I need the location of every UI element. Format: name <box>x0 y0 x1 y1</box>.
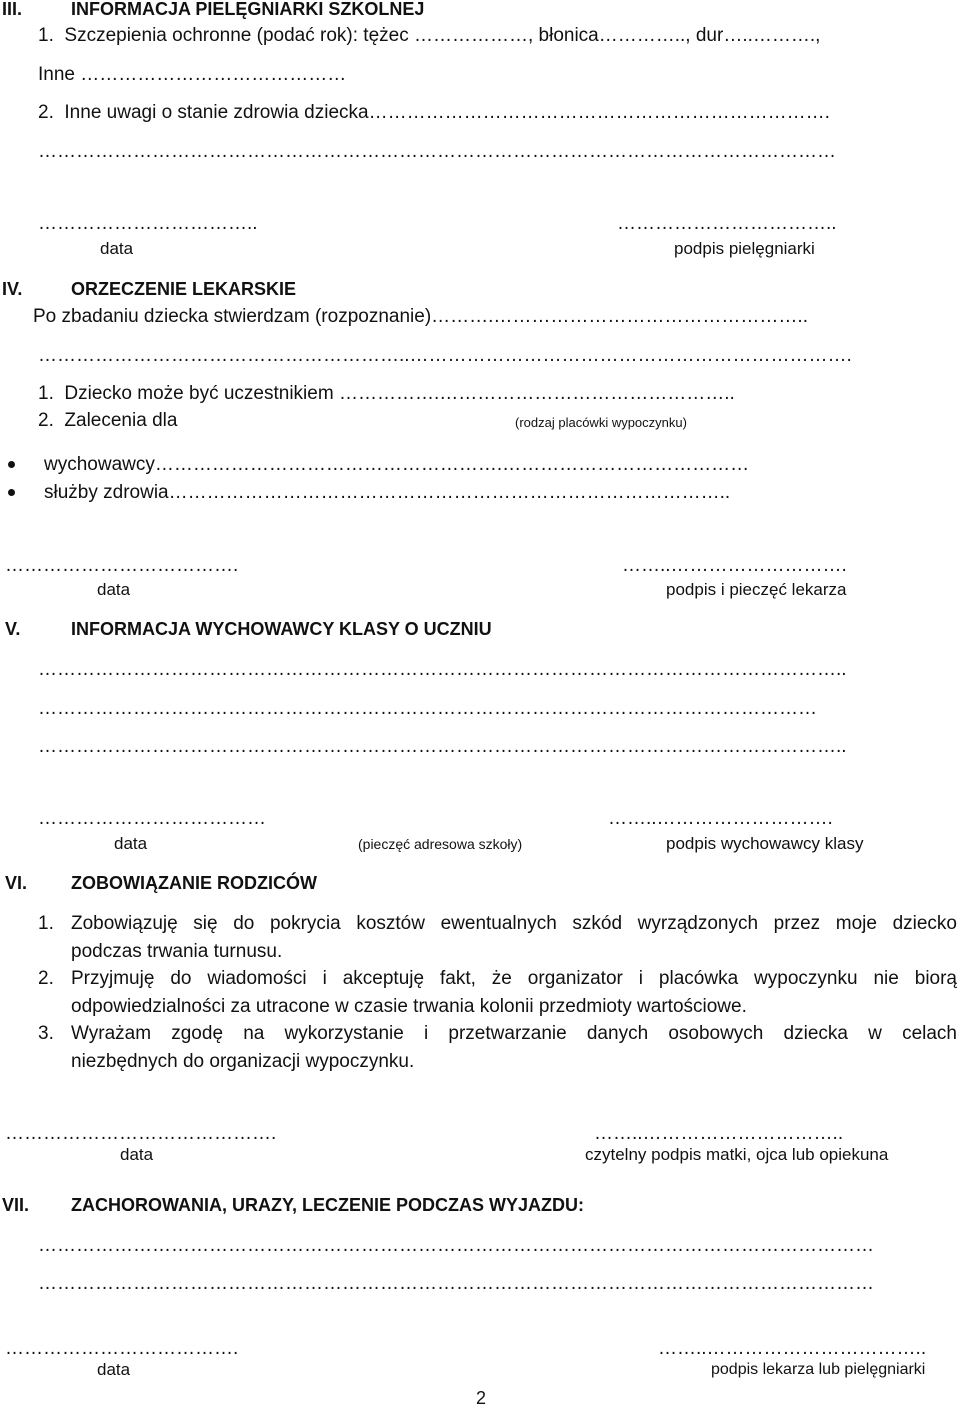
health-remarks-continuation: ……………………………………………………………………………………………………………… <box>38 141 836 162</box>
medic-date-dots: ………………………………. <box>5 1338 239 1359</box>
page-number: 2 <box>476 1388 487 1408</box>
teacher-date-dots: ……………………………… <box>38 808 266 829</box>
nurse-date-dots: …………………………….. <box>38 213 258 234</box>
obligation-2-text-cont: odpowiedzialności za utracone w czasie trwania kolonii przedmioty wartościowe. <box>71 996 747 1017</box>
teacher-signature-dots: ……..………………………. <box>608 808 833 829</box>
parent-signature-dots: ……..………………………….. <box>594 1123 844 1144</box>
bullet-icon <box>8 461 15 468</box>
doctor-signature-label: podpis i pieczęć lekarza <box>666 580 847 599</box>
section-6-number: VI. <box>5 873 28 893</box>
parent-date-label: data <box>120 1145 154 1164</box>
teacher-info-line-3: ……………………………………………………………………………………………………………….. <box>38 736 847 757</box>
bullet-icon <box>8 489 15 496</box>
vaccination-other-line: Inne …………………………………… <box>38 64 347 85</box>
school-stamp-label: (pieczęć adresowa szkoły) <box>358 836 523 852</box>
obligation-3-text: Wyrażam zgodę na wykorzystanie i przetwarzanie danych osobowych dziecka w celach <box>71 1023 957 1044</box>
recommendations-label: 2. Zalecenia dla <box>38 410 178 431</box>
section-6-title: ZOBOWIĄZANIE RODZICÓW <box>71 873 317 893</box>
medic-date-label: data <box>97 1360 131 1379</box>
diagnosis-continuation: …………………………………………………..……………………………………………………………. <box>38 345 852 366</box>
diagnosis-line: Po zbadaniu dziecka stwierdzam (rozpoznanie)……….………………………………………….. <box>33 306 808 327</box>
obligation-1-number: 1. <box>38 913 54 934</box>
parent-signature-label: czytelny podpis matki, ojca lub opiekuna <box>585 1145 889 1164</box>
doctor-signature-dots: ……..………………………. <box>622 555 847 576</box>
obligation-2-text: Przyjmuję do wiadomości i akceptuję fakt, że organizator i placówka wypoczynku nie biorą <box>71 968 957 989</box>
participant-line: 1. Dziecko może być uczestnikiem …………….……………………………………….. <box>38 383 735 404</box>
section-7-title: ZACHOROWANIA, URAZY, LECZENIE PODCZAS WYJAZDU: <box>71 1195 584 1215</box>
teacher-date-label: data <box>114 834 148 853</box>
teacher-info-line-1: ……………………………………………………………………………………………………………….. <box>38 659 847 680</box>
medic-signature-dots: ……..…………………………….. <box>658 1338 927 1359</box>
obligation-2-number: 2. <box>38 968 54 989</box>
illness-line-1: …………………………………………………………………………………………………………………… <box>38 1235 874 1256</box>
medic-signature-label: podpis lekarza lub pielęgniarki <box>711 1361 926 1378</box>
doctor-date-dots: ………………………………. <box>5 555 239 576</box>
section-3-number: III. <box>2 0 23 19</box>
teacher-signature-label: podpis wychowawcy klasy <box>666 834 864 853</box>
section-4-number: IV. <box>2 279 23 299</box>
obligation-1-text: Zobowiązuję się do pokrycia kosztów ewentualnych szkód wyrządzonych przez moje dziecko <box>71 913 957 934</box>
obligation-3-number: 3. <box>38 1023 54 1044</box>
doctor-date-label: data <box>97 580 131 599</box>
nurse-date-label: data <box>100 239 134 258</box>
obligation-1-text-cont: podczas trwania turnusu. <box>71 941 283 962</box>
section-3-title: INFORMACJA PIELĘGNIARKI SZKOLNEJ <box>71 0 425 19</box>
nurse-signature-dots: …………………………….. <box>617 213 837 234</box>
nurse-signature-label: podpis pielęgniarki <box>674 239 815 258</box>
section-4-title: ORZECZENIE LEKARSKIE <box>71 279 297 299</box>
recommendation-health-service: służby zdrowia…………………………………………………………………………….. <box>44 482 731 503</box>
section-5-number: V. <box>5 619 21 639</box>
recommendation-educators: wychowawcy……………………………………………….………………………………… <box>44 454 750 475</box>
section-5-title: INFORMACJA WYCHOWAWCY KLASY O UCZNIU <box>71 619 492 639</box>
facility-type-hint: (rodzaj placówki wypoczynku) <box>515 415 687 430</box>
vaccination-line: 1. Szczepienia ochronne (podać rok): tężec ………………, błonica………….., dur…..………., <box>38 25 821 46</box>
teacher-info-line-2: …………………………………………………………………………………………………………… <box>38 698 817 719</box>
section-7-number: VII. <box>2 1195 30 1215</box>
health-remarks-line: 2. Inne uwagi o stanie zdrowia dziecka………………………………………………………………. <box>38 102 830 123</box>
parent-date-dots: ……………………………………. <box>5 1123 277 1144</box>
obligation-3-text-cont: niezbędnych do organizacji wypoczynku. <box>71 1051 415 1072</box>
illness-line-2: …………………………………………………………………………………………………………………… <box>38 1273 874 1294</box>
